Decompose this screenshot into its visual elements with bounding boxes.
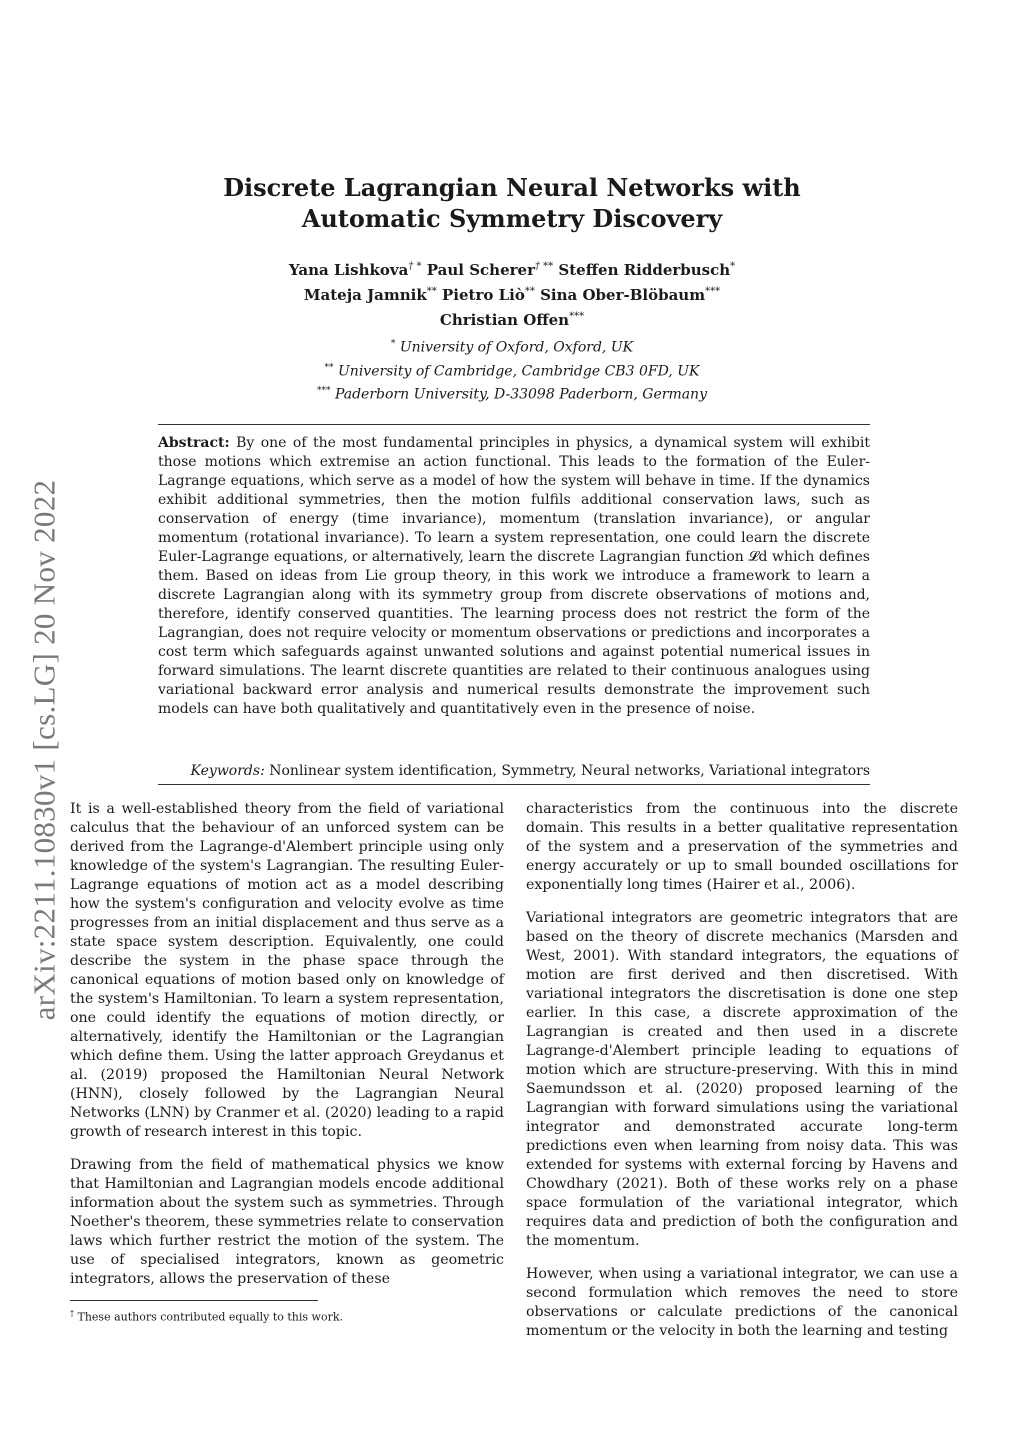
body-column-right [526, 800, 958, 1355]
keywords-label: Keywords: [190, 763, 265, 779]
title-line-1: Discrete Lagrangian Neural Networks with [223, 173, 801, 202]
author-mark: † ** [534, 261, 554, 272]
body-paragraph: characteristics from the continuous into the discrete domain. This results in a better qualitative representation of the system and a preservation of the symmetries and energy accurately or up to small bounded oscillations for exponentially long times (Hairer et al., 2006). [526, 801, 958, 893]
author-name: Mateja Jamnik [303, 286, 427, 304]
author-mark: ** [524, 286, 535, 297]
footnote-mark: † [70, 1309, 74, 1318]
author-list [150, 256, 874, 331]
author-mark: *** [705, 286, 721, 297]
abstract [158, 434, 870, 719]
affiliation-mark: *** [317, 386, 331, 397]
author-mark: *** [569, 311, 585, 322]
author-line-2 [150, 281, 874, 306]
affiliation-list [150, 334, 874, 405]
affiliation-text: Paderborn University, D-33098 Paderborn, Germany [334, 386, 707, 403]
author-name: Yana Lishkova [288, 261, 409, 279]
author-line-3 [150, 306, 874, 331]
author-name: Sina Ober-Blöbaum [540, 286, 706, 304]
body-paragraph: It is a well-established theory from the field of variational calculus that the behaviour of an unforced system can be derived from the Lagrange-d'Alembert principle using only knowledge of the system's Lagrangian. The resulting Euler-Lagrange equations of motion act as a model describing how the system's configuration and velocity evolve as time progresses from an initial displacement and thus serve as a state space system description. Equivalently, one could describe the system in the phase space through the canonical equations of motion based only on knowledge of the system's Hamiltonian. To learn a system representation, one could identify the equations of motion directly, or alternatively, identify the Hamiltonian or the Lagrangian which define them. Using the latter approach Greydanus et al. (2019) proposed the Hamiltonian Neural Network (HNN), closely followed by the Lagrangian Neural Networks (LNN) by Cranmer et al. (2020) leading to a rapid growth of research interest in this topic. [70, 801, 504, 1140]
affiliation-text: University of Cambridge, Cambridge CB3 0FD, UK [338, 363, 700, 380]
arxiv-identifier: arXiv:2211.10830v1 [cs.LG] 20 Nov 2022 [26, 479, 61, 1021]
arxiv-identifier-sidebar [22, 440, 66, 1060]
title-line-2: Automatic Symmetry Discovery [301, 204, 723, 233]
author-mark: ** [426, 286, 437, 297]
footnote-rule [70, 1300, 318, 1301]
abstract-text: By one of the most fundamental principles in physics, a dynamical system will exhibit those motions which extremise an action functional. This leads to the formation of the Euler-Lagrange equations, which serve as a model of how the system will behave in time. If the dynamics exhibit additional symmetries, then the motion fulfils additional conservation laws, such as conservation of energy (time invariance), momentum (translation invariance), or angular momentum (rotational invariance). To learn a system representation, one could learn the discrete Euler-Lagrange equations, or alternatively, learn the discrete Lagrangian function 𝓛d which defines them. Based on ideas from Lie group theory, in this work we introduce a framework to learn a discrete Lagrangian along with its symmetry group from discrete observations of motions and, therefore, identify conserved quantities. The learning process does not restrict the form of the Lagrangian, does not require velocity or momentum observations or predictions and incorporates a cost term which safeguards against unwanted solutions and against potential numerical issues in forward simulations. The learnt discrete quantities are related to their continuous analogues using variational backward error analysis and numerical results demonstrate the improvement such models can have both qualitatively and quantitatively even in the presence of noise. [158, 435, 870, 717]
footnote [70, 1306, 343, 1325]
body-paragraph: Variational integrators are geometric integrators that are based on the theory of discrete mechanics (Marsden and West, 2001). With standard integrators, the equations of motion are first derived and then discretised. With variational integrators the discretisation is done one step earlier. In this case, a discrete approximation of the Lagrangian is created and then used in a discrete Lagrange-d'Alembert principle leading to equations of motion which are structure-preserving. With this in mind Saemundsson et al. (2020) proposed learning of the Lagrangian with forward simulations using the variational integrator and demonstrated accurate long-term predictions even when learning from noisy data. This was extended for systems with external forcing by Havens and Chowdhary (2021). Both of these works rely on a phase space formulation of the variational integrator, which requires data and prediction of both the configuration and the momentum. [526, 910, 958, 1249]
author-name: Pietro Liò [442, 286, 525, 304]
affiliation-cambridge [150, 358, 874, 382]
keywords-text: Nonlinear system identification, Symmetry, Neural networks, Variational integrators [269, 763, 870, 779]
affiliation-mark: ** [324, 362, 334, 373]
abstract-top-rule [158, 424, 870, 425]
author-mark: * [730, 261, 736, 272]
affiliation-text: University of Oxford, Oxford, UK [399, 339, 634, 356]
paper-title [150, 172, 874, 234]
abstract-bottom-rule [158, 784, 870, 785]
author-name: Steffen Ridderbusch [558, 261, 731, 279]
author-mark: † * [408, 261, 422, 272]
footnote-text: These authors contributed equally to this work. [77, 1310, 344, 1324]
author-name: Christian Offen [439, 311, 570, 329]
abstract-label: Abstract: [158, 435, 230, 451]
keywords [158, 762, 870, 781]
body-paragraph: Drawing from the field of mathematical physics we know that Hamiltonian and Lagrangian models encode additional information about the system such as symmetries. Through Noether's theorem, these symmetries relate to conservation laws which further restrict the motion of the system. The use of specialised integrators, known as geometric integrators, allows the preservation of these [70, 1157, 504, 1287]
body-paragraph: However, when using a variational integrator, we can use a second formulation which removes the need to store observations or calculate predictions of the canonical momentum or the velocity in both the learning and testing [526, 1266, 958, 1339]
affiliation-mark: * [390, 339, 396, 349]
author-name: Paul Scherer [426, 261, 535, 279]
affiliation-oxford [150, 334, 874, 358]
body-column-left [70, 800, 504, 1303]
affiliation-paderborn [150, 381, 874, 405]
author-line-1 [150, 256, 874, 281]
